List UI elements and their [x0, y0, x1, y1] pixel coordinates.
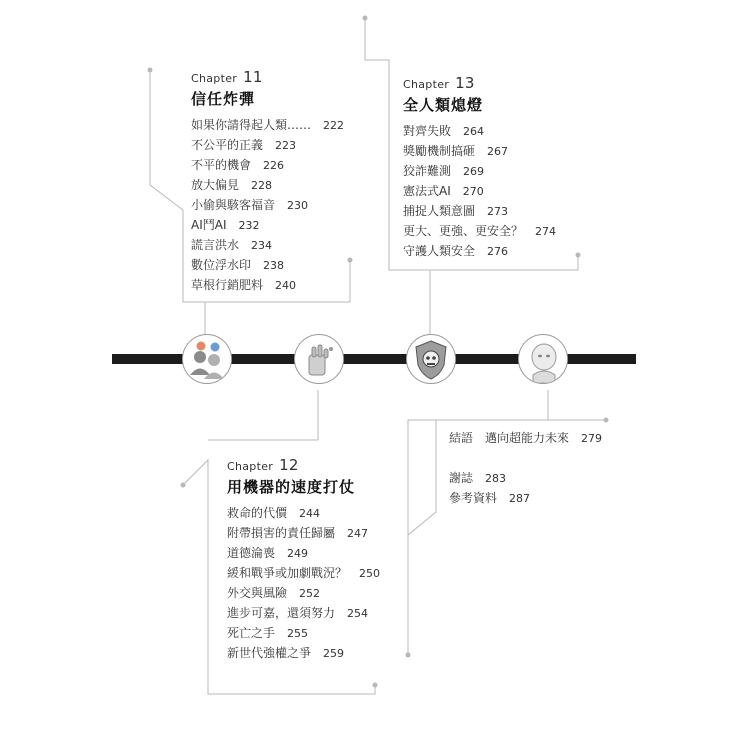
chapter-number: 11: [243, 68, 263, 86]
entry-text: 小偷與駭客福音: [191, 198, 276, 212]
entry-page: 267: [487, 145, 509, 158]
entry-page: 228: [251, 179, 273, 192]
robot-head-icon: [518, 334, 568, 384]
toc-entry[interactable]: [227, 543, 380, 563]
entry-page: 269: [463, 165, 485, 178]
entry-text: 救命的代價: [227, 506, 288, 520]
entry-text: 捕捉人類意圖: [403, 204, 476, 218]
entry-page: 255: [287, 627, 309, 640]
toc-entry[interactable]: [191, 135, 344, 155]
chapter-12-entries: [227, 503, 380, 663]
toc-entry[interactable]: [403, 181, 556, 201]
entry-page: 238: [263, 259, 285, 272]
people-chat-icon: [182, 334, 232, 384]
entry-page: 274: [535, 225, 557, 238]
entry-text: 附帶損害的責任歸屬: [227, 526, 336, 540]
toc-entry[interactable]: [227, 623, 380, 643]
toc-entry[interactable]: [403, 241, 556, 261]
toc-entry[interactable]: [403, 161, 556, 181]
entry-page: 247: [347, 527, 369, 540]
toc-entry[interactable]: [191, 195, 344, 215]
chapter-prefix: Chapter: [191, 72, 238, 85]
chapter-11-entries: [191, 115, 344, 295]
entry-text: 道德淪喪: [227, 546, 276, 560]
toc-entry[interactable]: [191, 215, 344, 235]
chapter-prefix: Chapter: [227, 460, 274, 473]
chapter-label: [403, 74, 556, 92]
entry-page: 283: [485, 472, 507, 485]
toc-entry[interactable]: [191, 275, 344, 295]
toc-entry[interactable]: [191, 235, 344, 255]
entry-text: 不平的機會: [191, 158, 252, 172]
entry-page: 279: [581, 432, 603, 445]
entry-page: 230: [287, 199, 309, 212]
toc-entry[interactable]: [191, 115, 344, 135]
toc-entry[interactable]: [227, 523, 380, 543]
entry-page: 240: [275, 279, 297, 292]
entry-text: 死亡之手: [227, 626, 276, 640]
entry-text: 不公平的正義: [191, 138, 264, 152]
entry-text: AI鬥AI: [191, 218, 227, 232]
entry-page: 254: [347, 607, 369, 620]
entry-page: 270: [462, 185, 484, 198]
entry-page: 287: [509, 492, 531, 505]
acknowledgements-entry[interactable]: [449, 468, 602, 488]
entry-page: 234: [251, 239, 273, 252]
entry-text: 放大偏見: [191, 178, 240, 192]
entry-page: 276: [487, 245, 509, 258]
entry-text: 草根行銷肥料: [191, 278, 264, 292]
toc-entry[interactable]: [227, 563, 380, 583]
toc-entry[interactable]: [227, 583, 380, 603]
chapter-number: 13: [455, 74, 475, 92]
entry-page: 249: [287, 547, 309, 560]
entry-text: 新世代強權之爭: [227, 646, 312, 660]
entry-page: 264: [463, 125, 485, 138]
chapter-title: 用機器的速度打仗: [227, 478, 356, 496]
toc-entry[interactable]: [403, 201, 556, 221]
entry-text: 如果你請得起人類……: [191, 118, 312, 132]
chapter-label: [227, 456, 380, 474]
chapter-11-section: [191, 68, 344, 295]
chapter-title: 信任炸彈: [191, 90, 256, 108]
backmatter-section: [449, 428, 602, 508]
chapter-prefix: Chapter: [403, 78, 450, 91]
toc-entry[interactable]: [227, 503, 380, 523]
toc-entry[interactable]: [191, 255, 344, 275]
references-entry[interactable]: [449, 488, 602, 508]
chapter-label: [191, 68, 344, 86]
toc-entry[interactable]: [227, 643, 380, 663]
entry-text: 對齊失敗: [403, 124, 452, 138]
entry-page: 252: [299, 587, 321, 600]
robot-hand-icon: [294, 334, 344, 384]
entry-text: 守護人類安全: [403, 244, 476, 258]
entry-text: 外交與風險: [227, 586, 288, 600]
chapter-13-section: [403, 74, 556, 261]
entry-page: 232: [238, 219, 260, 232]
entry-page: 223: [275, 139, 297, 152]
entry-text: 謊言洪水: [191, 238, 240, 252]
entry-text: 結語 邁向超能力未來: [449, 431, 570, 445]
toc-entry[interactable]: [403, 141, 556, 161]
entry-text: 謝誌: [449, 471, 474, 485]
entry-text: 狡詐難測: [403, 164, 452, 178]
entry-text: 數位浮水印: [191, 258, 252, 272]
entry-page: 226: [263, 159, 285, 172]
entry-text: 憲法式AI: [403, 184, 451, 198]
shield-robot-icon: [406, 334, 456, 384]
entry-page: 273: [487, 205, 509, 218]
entry-page: 244: [299, 507, 321, 520]
conclusion-entry[interactable]: [449, 428, 602, 448]
entry-page: 250: [359, 567, 381, 580]
toc-entry[interactable]: [403, 221, 556, 241]
toc-entry[interactable]: [191, 175, 344, 195]
toc-entry[interactable]: [191, 155, 344, 175]
entry-text: 緩和戰爭或加劇戰況？: [227, 566, 348, 580]
entry-text: 進步可嘉，還須努力: [227, 606, 336, 620]
entry-text: 參考資料: [449, 491, 498, 505]
toc-entry[interactable]: [227, 603, 380, 623]
chapter-title: 全人類熄燈: [403, 96, 484, 114]
entry-page: 259: [323, 647, 345, 660]
entry-page: 222: [323, 119, 345, 132]
chapter-12-section: [227, 456, 380, 663]
entry-text: 更大、更強、更安全？: [403, 224, 524, 238]
toc-entry[interactable]: [403, 121, 556, 141]
chapter-13-entries: [403, 121, 556, 261]
chapter-number: 12: [279, 456, 299, 474]
entry-text: 獎勵機制搞砸: [403, 144, 476, 158]
